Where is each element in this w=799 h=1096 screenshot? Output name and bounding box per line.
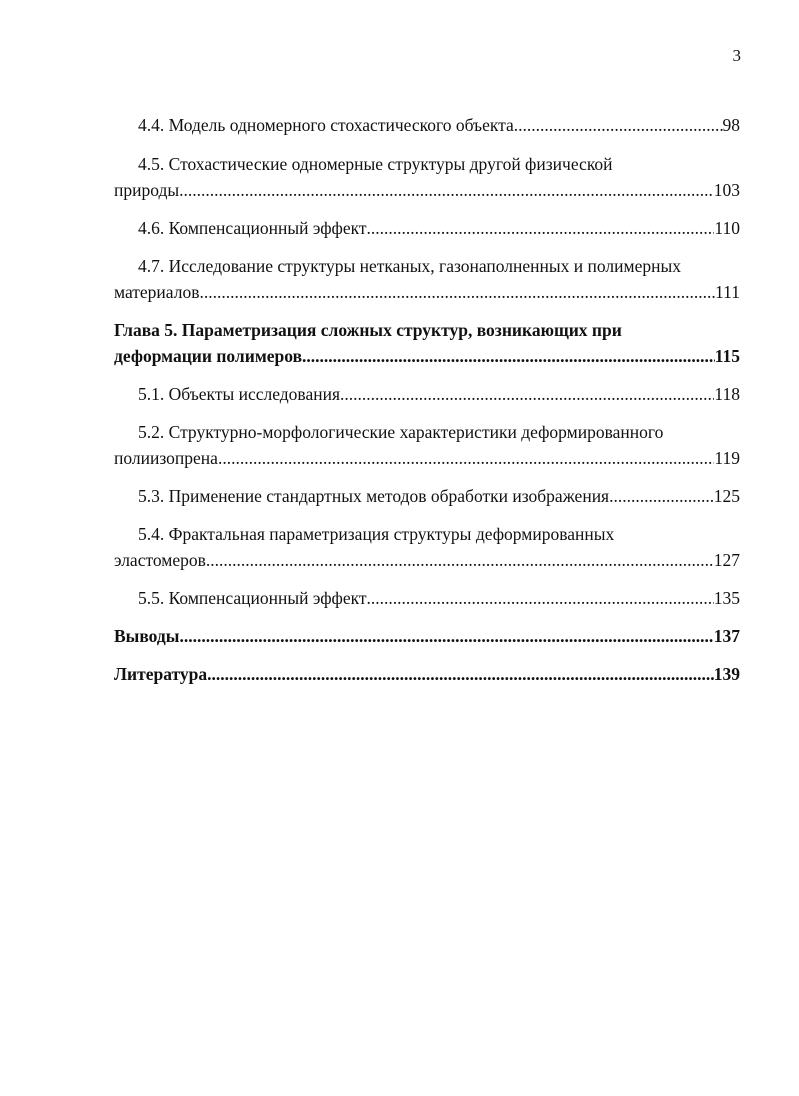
dot-leader (609, 483, 714, 509)
dot-leader (179, 623, 713, 649)
table-of-contents (114, 112, 740, 687)
toc-entry-page: 119 (714, 448, 740, 468)
toc-chapter-5 (114, 317, 740, 369)
toc-conclusions (114, 623, 740, 649)
dot-leader (514, 112, 723, 138)
toc-chapter-title: Глава 5. Параметризация сложных структур, возникающих при (114, 320, 622, 340)
toc-leader-line (138, 585, 740, 611)
toc-leader-line (114, 279, 740, 305)
toc-leader-line (114, 623, 740, 649)
toc-leader-line (114, 445, 740, 471)
toc-entry-page: 135 (713, 588, 740, 608)
toc-entry-4-7 (114, 253, 740, 305)
toc-entry-page: 118 (714, 384, 740, 404)
dot-leader (179, 177, 714, 203)
toc-entry-page: 103 (713, 180, 740, 200)
dot-leader (302, 343, 715, 369)
toc-entry-5-3 (114, 483, 740, 509)
toc-entry-page: 98 (722, 115, 740, 135)
toc-leader-line (138, 112, 740, 138)
toc-entry-title: 5.5. Компенсационный эффект (138, 588, 367, 608)
toc-entry-page: 139 (713, 664, 740, 684)
toc-leader-line (114, 177, 740, 203)
toc-entry-title: 5.4. Фрактальная параметризация структуры деформированных (138, 524, 615, 544)
dot-leader (199, 279, 715, 305)
dot-leader (218, 445, 714, 471)
toc-leader-line (114, 661, 740, 687)
dot-leader (367, 215, 715, 241)
toc-entry-4-4 (114, 112, 740, 138)
toc-entry-page: 125 (713, 486, 740, 506)
toc-entry-continuation: эластомеров (114, 550, 206, 570)
toc-entry-continuation: природы (114, 180, 180, 200)
toc-entry-title: 4.4. Модель одномерного стохастического объекта (138, 115, 514, 135)
toc-entry-title: Выводы (114, 626, 180, 646)
toc-entry-5-4 (114, 521, 740, 573)
toc-entry-page: 137 (713, 626, 740, 646)
toc-entry-title: 5.3. Применение стандартных методов обработки изображения (138, 486, 610, 506)
toc-entry-5-2 (114, 419, 740, 471)
toc-entry-title: 4.7. Исследование структуры нетканых, газонаполненных и полимерных (138, 256, 681, 276)
toc-leader-line (138, 483, 740, 509)
toc-entry-title: 5.1. Объекты исследования (138, 384, 341, 404)
toc-entry-5-1 (114, 381, 740, 407)
toc-entry-title: Литература (114, 664, 208, 684)
toc-entry-title: 5.2. Структурно-морфологические характеристики деформированного (138, 422, 664, 442)
toc-entry-title: 4.5. Стохастические одномерные структуры другой физической (138, 154, 613, 174)
toc-entry-4-6 (114, 215, 740, 241)
toc-leader-line (114, 343, 740, 369)
toc-entry-page: 110 (714, 218, 740, 238)
toc-references (114, 661, 740, 687)
toc-entry-5-5 (114, 585, 740, 611)
toc-leader-line (114, 547, 740, 573)
toc-leader-line (138, 381, 740, 407)
page-number: 3 (732, 46, 741, 65)
toc-entry-4-5 (114, 151, 740, 203)
dot-leader (367, 585, 714, 611)
dot-leader (207, 661, 714, 687)
toc-entry-page: 115 (714, 346, 740, 366)
dot-leader (206, 547, 714, 573)
toc-entry-page: 127 (713, 550, 740, 570)
dot-leader (340, 381, 714, 407)
toc-entry-title: 4.6. Компенсационный эффект (138, 218, 367, 238)
toc-entry-page: 111 (715, 282, 740, 302)
toc-entry-continuation: материалов (114, 282, 200, 302)
toc-entry-continuation: полиизопрена (114, 448, 218, 468)
toc-leader-line (138, 215, 740, 241)
toc-chapter-continuation: деформации полимеров (114, 346, 303, 366)
